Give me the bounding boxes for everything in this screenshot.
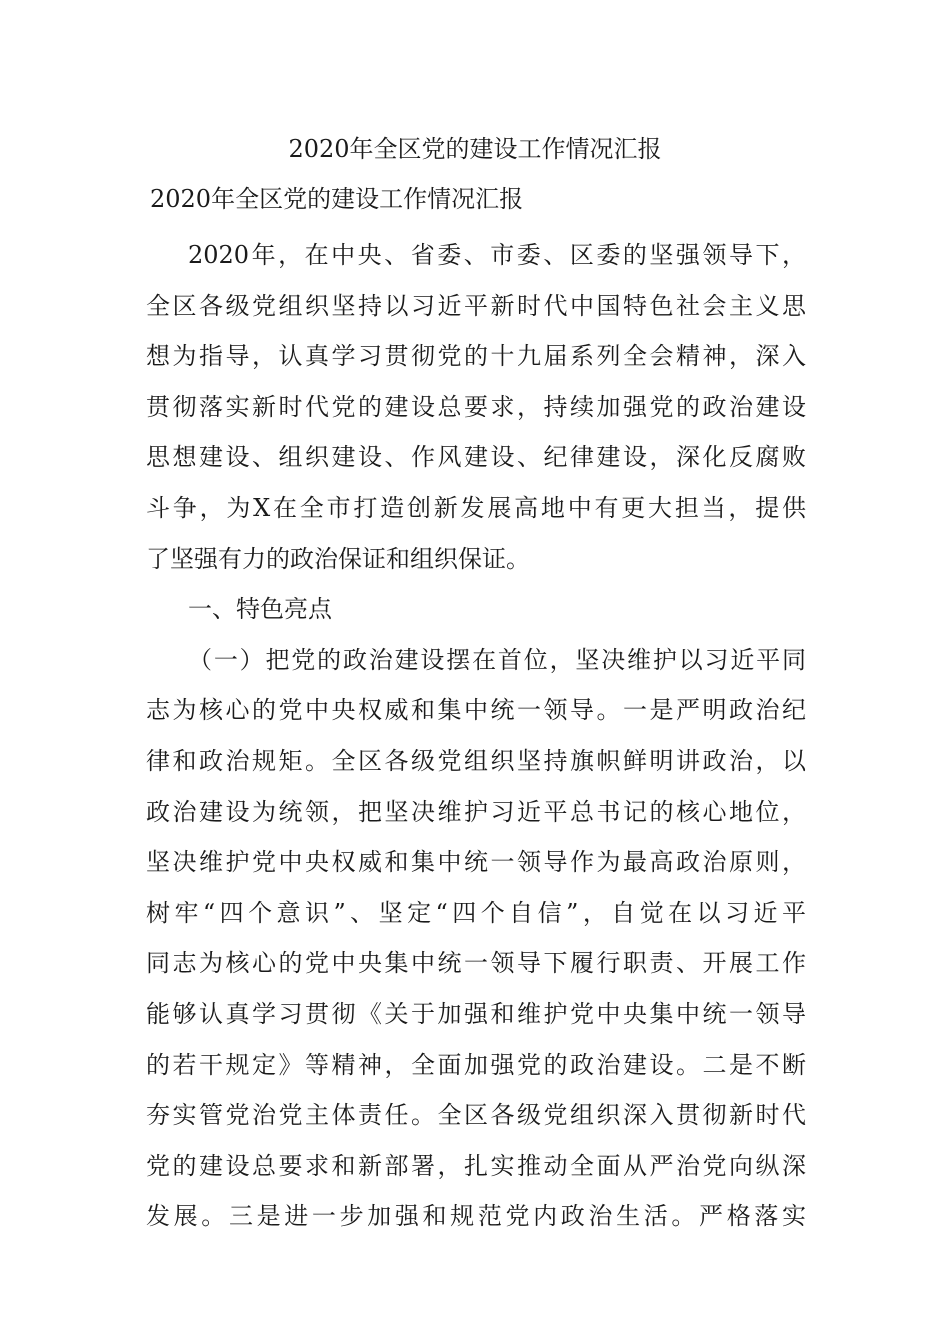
body-line: 能够认真学习贯彻《关于加强和维护党中央集中统一领导: [146, 999, 806, 1028]
body-line: 坚决维护党中央权威和集中统一领导作为最高政治原则，: [146, 848, 806, 877]
body-line: 同志为核心的党中央集中统一领导下履行职责、开展工作: [146, 949, 806, 978]
body-line: 2020年，在中央、省委、市委、区委的坚强领导下，: [188, 241, 806, 269]
document-title: 2020年全区党的建设工作情况汇报: [288, 135, 662, 163]
body-line: 全区各级党组织坚持以习近平新时代中国特色社会主义思: [146, 291, 806, 320]
body-line: 发展。三是进一步加强和规范党内政治生活。严格落实: [146, 1202, 806, 1231]
body-line: 党的建设总要求和新部署，扎实推动全面从严治党向纵深: [146, 1151, 806, 1180]
body-line: （一）把党的政治建设摆在首位，坚决维护以习近平同: [188, 645, 806, 674]
body-line: 斗争，为X在全市打造创新发展高地中有更大担当，提供: [146, 493, 806, 522]
body-line: 政治建设为统领，把坚决维护习近平总书记的核心地位，: [146, 797, 806, 826]
body-line: 贯彻落实新时代党的建设总要求，持续加强党的政治建设: [146, 392, 806, 421]
body-line: 树牢“四个意识”、坚定“四个自信”，自觉在以习近平: [146, 898, 806, 927]
section-heading: 一、特色亮点: [188, 595, 332, 624]
document-body: [146, 230, 806, 1242]
document-subtitle: 2020年全区党的建设工作情况汇报: [150, 185, 524, 213]
body-line: 了坚强有力的政治保证和组织保证。: [146, 544, 530, 573]
body-line: 夯实管党治党主体责任。全区各级党组织深入贯彻新时代: [146, 1101, 806, 1130]
body-line: 志为核心的党中央权威和集中统一领导。一是严明政治纪: [146, 696, 806, 725]
body-line: 律和政治规矩。全区各级党组织坚持旗帜鲜明讲政治，以: [146, 746, 806, 775]
body-line: 思想建设、组织建设、作风建设、纪律建设，深化反腐败: [146, 443, 806, 472]
body-line: 的若干规定》等精神，全面加强党的政治建设。二是不断: [146, 1050, 806, 1079]
body-line: 想为指导，认真学习贯彻党的十九届系列全会精神，深入: [146, 342, 806, 371]
